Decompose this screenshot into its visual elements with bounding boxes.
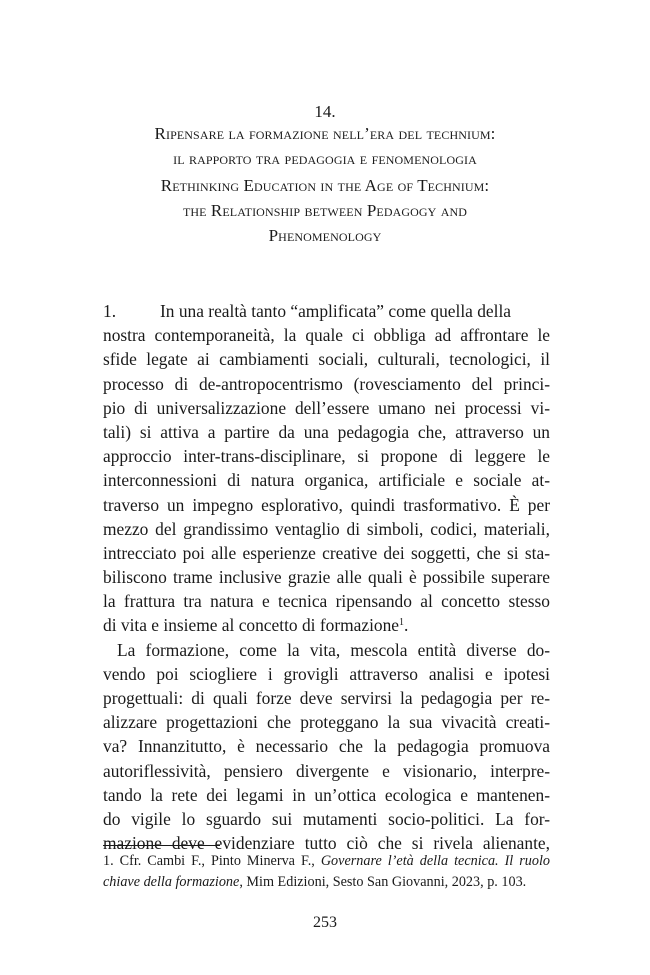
title-line: Rethinking Education in the Age of Technium: — [160, 176, 490, 195]
cited-title: Governare l’età della tecnica. Il ruolo — [320, 853, 550, 869]
text-line: processo di de-antropocentrismo (rovesciamento del princi- — [103, 373, 550, 394]
footnote-reference[interactable]: 1 — [399, 617, 405, 629]
text-line: la frattura tra natura e tecnica ripensando al concetto stesso — [103, 591, 550, 612]
chapter-number: 14. — [314, 102, 336, 121]
title-line: the Relationship between Pedagogy and — [182, 201, 468, 220]
chapter-title-italian — [0, 121, 650, 171]
text-line: di vita e insieme al concetto di formazione$^1$. — [103, 615, 409, 636]
text-line: biliscono trame inclusive grazie alle quali è possibile superare — [103, 567, 550, 588]
text-line: tando la rete dei legami in un’ottica ecologica e mantenen- — [103, 784, 550, 805]
text-line: va? Innanzitutto, è necessario che la pedagogia promuova — [103, 736, 550, 757]
text-line: nostra contemporaneità, la quale ci obbliga ad affrontare le — [103, 325, 550, 346]
title-line: Phenomenology — [268, 226, 382, 245]
footnote-line: 1. Cfr. Cambi F., Pinto Minerva F., Governare l’età della tecnica. Il ruolo — [103, 853, 550, 869]
footnote-divider — [103, 845, 220, 846]
text-line: pio di universalizzazione dell’essere umano nei processi vi- — [103, 397, 550, 418]
body-text — [103, 299, 550, 855]
text-line: traverso un impegno esplorativo, quindi trasformativo. È per — [103, 494, 550, 515]
chapter-title-english — [0, 173, 650, 248]
text-line: do vigile lo sguardo sui mutamenti socio-politici. La for- — [103, 808, 550, 829]
page-number: 253 — [313, 914, 337, 931]
text-line: intrecciato poi alle esperienze creative dei soggetti, che si sta- — [103, 542, 550, 563]
text-line: alizzare progettazioni che proteggano la sua vivacità creati- — [103, 712, 550, 733]
text-line: autoriflessività, pensiero divergente e visionario, interpre- — [103, 760, 550, 781]
text-line: mazione deve evidenziare tutto ciò che si rivela alienante, — [103, 833, 550, 854]
text-line: 1. In una realtà tanto “amplificata” come quella della — [103, 299, 550, 323]
text-line: progettuali: di quali forze deve servirsi la pedagogia per re- — [103, 688, 550, 708]
text-line: mezzo del grandissimo ventaglio di simboli, codici, materiali, — [103, 518, 550, 539]
title-line: il rapporto tra pedagogia e fenomenologia — [173, 149, 477, 168]
cited-title: chiave della formazione — [103, 874, 240, 890]
footnote — [103, 851, 550, 893]
text-line: vendo poi sciogliere i grovigli attraverso analisi e ipotesi — [103, 663, 550, 684]
title-line: Ripensare la formazione nell’era del technium: — [154, 124, 496, 143]
section-number: 1. — [103, 301, 117, 321]
text-line: La formazione, come la vita, mescola entità diverse do- — [117, 639, 550, 660]
text-line: interconnessioni di natura organica, artificiale e sociale at- — [103, 470, 550, 491]
text-line: tali) si attiva a partire da una pedagogia che, attraverso un — [103, 421, 550, 442]
footnote-line: chiave della formazione, Mim Edizioni, Sesto San Giovanni, 2023, p. 103. — [103, 874, 527, 890]
text-line: sfide legate ai cambiamenti sociali, culturali, tecnologici, il — [103, 349, 550, 370]
text-line: approccio inter-trans-disciplinare, si propone di leggere le — [103, 446, 550, 467]
